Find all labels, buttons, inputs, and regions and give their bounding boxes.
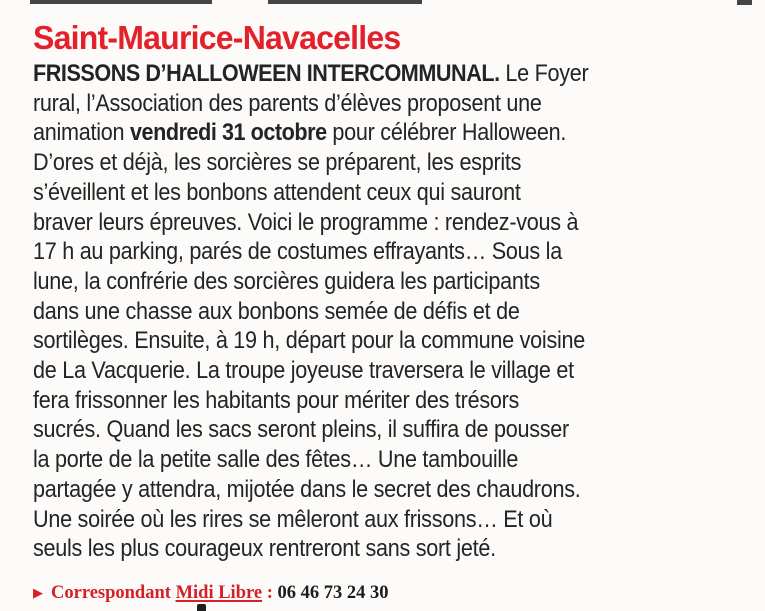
body-line [33,237,588,267]
body-line [33,208,588,238]
arrow-marker-icon: ▶ [33,586,43,601]
body-text: dans une chasse aux bonbons semée de défis et de [33,297,520,325]
body-line [33,326,588,356]
body-line [33,267,588,297]
body-line [33,534,588,564]
body-line [33,415,588,445]
body-text: Une soirée où les rires se mêleront aux frissons… Et où [33,505,553,533]
body-text: braver leurs épreuves. Voici le programme : rendez-vous à [33,208,579,236]
body-text: lune, la confrérie des sorcières guidera les participants [33,267,540,295]
colon-separator: : [262,583,278,603]
phone-number: 06 46 73 24 30 [277,583,389,603]
cropped-content-fragment [268,0,422,4]
body-text: fera frissonner les habitants pour mériter des trésors [33,386,520,414]
cropped-character-fragment [197,604,206,611]
body-text: de La Vacquerie. La troupe joyeuse traversera le village et [33,357,574,385]
body-text: s’éveillent et les bonbons attendent ceux qui sauront [33,178,521,206]
body-text: partagée y attendra, mijotée dans le secret des chaudrons. [33,475,581,503]
body-line [33,445,588,475]
body-text: pour célébrer Halloween. [326,119,567,147]
body-text: seuls les plus courageux rentreront sans sort jeté. [33,535,496,563]
body-text: 17 h au parking, parés de costumes effrayants… Sous la [33,238,562,266]
body-bold-text: FRISSONS D’HALLOWEEN INTERCOMMUNAL. [33,60,500,87]
body-line [33,118,588,148]
body-line [33,89,588,119]
body-bold-text: vendredi 31 octobre [129,119,327,147]
body-text: D’ores et déjà, les sorcières se préparent, les esprits [33,149,522,177]
body-text: sucrés. Quand les sacs seront pleins, il suffira de pousser [33,416,569,444]
cropped-content-fragment [30,0,212,4]
midi-libre-brand: Midi Libre [175,583,263,603]
body-line [33,505,588,535]
body-line [33,475,588,505]
correspondent-label: Correspondant [51,583,176,603]
body-line [33,178,588,208]
body-text: la porte de la petite salle des fêtes… Une tambouille [33,446,519,474]
body-line [33,297,588,327]
body-text: Le Foyer [499,60,589,87]
body-line [33,356,588,386]
body-line [33,148,588,178]
body-line [33,59,588,89]
correspondent-line [33,581,389,607]
cropped-content-fragment [737,0,752,5]
body-text: rural, l’Association des parents d’élèves proposent une [33,89,542,117]
article-body [33,59,588,564]
body-line [33,386,588,416]
article-title: Saint-Maurice-Navacelles [33,19,401,56]
body-text: sortilèges. Ensuite, à 19 h, départ pour la commune voisine [33,327,585,355]
body-text: animation [33,119,130,147]
